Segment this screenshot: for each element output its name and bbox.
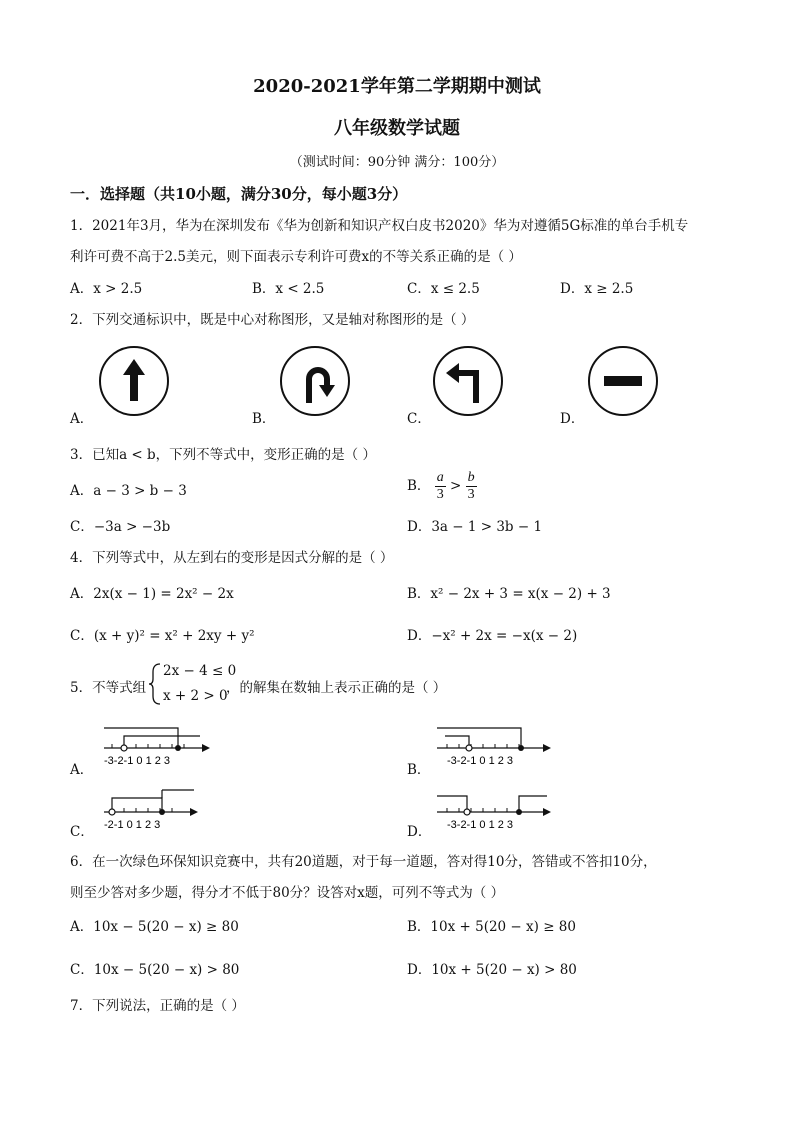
- q6-option-b: B．10x + 5(20 − x) ≥ 80: [407, 919, 576, 935]
- q5-label-c: C．: [70, 824, 94, 840]
- brace-icon: [148, 662, 162, 706]
- number-line-d-ticks: -3-2-1 0 1 2 3: [447, 819, 514, 831]
- q6-option-a: A．10x − 5(20 − x) ≥ 80: [70, 919, 239, 935]
- q5-stem-suffix: ，的解集在数轴上表示正确的是（ ）: [226, 680, 447, 696]
- q6-stem-line1: 6．在一次绿色环保知识竞赛中，共有20道题，对于每一道题，答对得10分，答错或不答扣10分，: [70, 854, 657, 870]
- up-arrow-sign-icon: [98, 345, 170, 417]
- q3-option-a: A．a − 3 > b − 3: [70, 483, 187, 499]
- q5-label-b: B．: [407, 762, 431, 778]
- no-entry-bar-sign-icon: [587, 345, 659, 417]
- q7-stem: 7．下列说法，正确的是（ ）: [70, 998, 245, 1014]
- number-line-b: [433, 722, 553, 770]
- q3-option-c: C．−3a > −3b: [70, 519, 171, 535]
- q4-option-d: D．−x² + 2x = −x(x − 2): [407, 628, 578, 644]
- q1-option-d: D．x ≥ 2.5: [560, 281, 634, 297]
- q3-fraction-b: $\frac{b}{3}$: [467, 470, 475, 502]
- q3-option-d: D．3a − 1 > 3b − 1: [407, 519, 543, 535]
- q5-stem-prefix: 5．不等式组: [70, 680, 147, 696]
- number-line-a-ticks: -3-2-1 0 1 2 3: [104, 755, 171, 767]
- q5-label-d: D．: [407, 824, 432, 840]
- section-heading: 一．选择题（共10小题，满分30分，每小题3分）: [70, 185, 408, 203]
- q5-inequality-2: x + 2 > 0: [163, 688, 228, 704]
- q6-option-d: D．10x + 5(20 − x) > 80: [407, 962, 577, 978]
- q2-label-c: C．: [407, 411, 431, 427]
- page-subtitle: 八年级数学试题: [334, 118, 460, 139]
- q2-label-b: B．: [252, 411, 276, 427]
- page-title: 2020-2021学年第二学期期中测试: [253, 76, 541, 97]
- q6-stem-line2: 则至少答对多少题，得分才不低于80分？设答对x题，可列不等式为（ ）: [70, 885, 505, 901]
- q4-option-b: B．x² − 2x + 3 = x(x − 2) + 3: [407, 586, 611, 602]
- q4-option-c: C．(x + y)² = x² + 2xy + y²: [70, 628, 255, 644]
- number-line-c-ticks: -2-1 0 1 2 3: [104, 819, 161, 831]
- q1-option-b: B．x < 2.5: [252, 281, 325, 297]
- q4-stem: 4．下列等式中，从左到右的变形是因式分解的是（ ）: [70, 550, 394, 566]
- q6-option-c: C．10x − 5(20 − x) > 80: [70, 962, 240, 978]
- q1-stem-line2: 利许可费不高于2.5美元，则下面表示专利许可费x的不等关系正确的是（ ）: [70, 249, 522, 265]
- number-line-a: [100, 722, 212, 770]
- number-line-d: [433, 786, 553, 834]
- left-turn-sign-icon: [432, 345, 504, 417]
- q3-op: >: [450, 478, 462, 494]
- q2-stem: 2．下列交通标识中，既是中心对称图形，又是轴对称图形的是（ ）: [70, 312, 475, 328]
- q4-option-a: A．2x(x − 1) = 2x² − 2x: [70, 586, 234, 602]
- q3-stem: 3．已知a < b，下列不等式中，变形正确的是（ ）: [70, 447, 376, 463]
- u-turn-sign-icon: [279, 345, 351, 417]
- q1-option-c: C．x ≤ 2.5: [407, 281, 480, 297]
- number-line-b-ticks: -3-2-1 0 1 2 3: [447, 755, 514, 767]
- q5-label-a: A．: [70, 762, 94, 778]
- q3-option-b-label: B．: [407, 478, 431, 494]
- number-line-c: [100, 786, 200, 834]
- q5-inequality-1: 2x − 4 ≤ 0: [163, 663, 237, 679]
- q2-label-d: D．: [560, 411, 585, 427]
- q2-label-a: A．: [70, 411, 94, 427]
- test-info: （测试时间：90分钟 满分：100分）: [289, 155, 505, 170]
- q3-fraction-a: $\frac{a}{3}$: [436, 470, 444, 502]
- q1-option-a: A．x > 2.5: [70, 281, 143, 297]
- q3-option-b: [407, 470, 477, 503]
- q1-stem-line1: 1．2021年3月，华为在深圳发布《华为创新和知识产权白皮书2020》华为对遵循5G标准的单台手机专: [70, 218, 689, 234]
